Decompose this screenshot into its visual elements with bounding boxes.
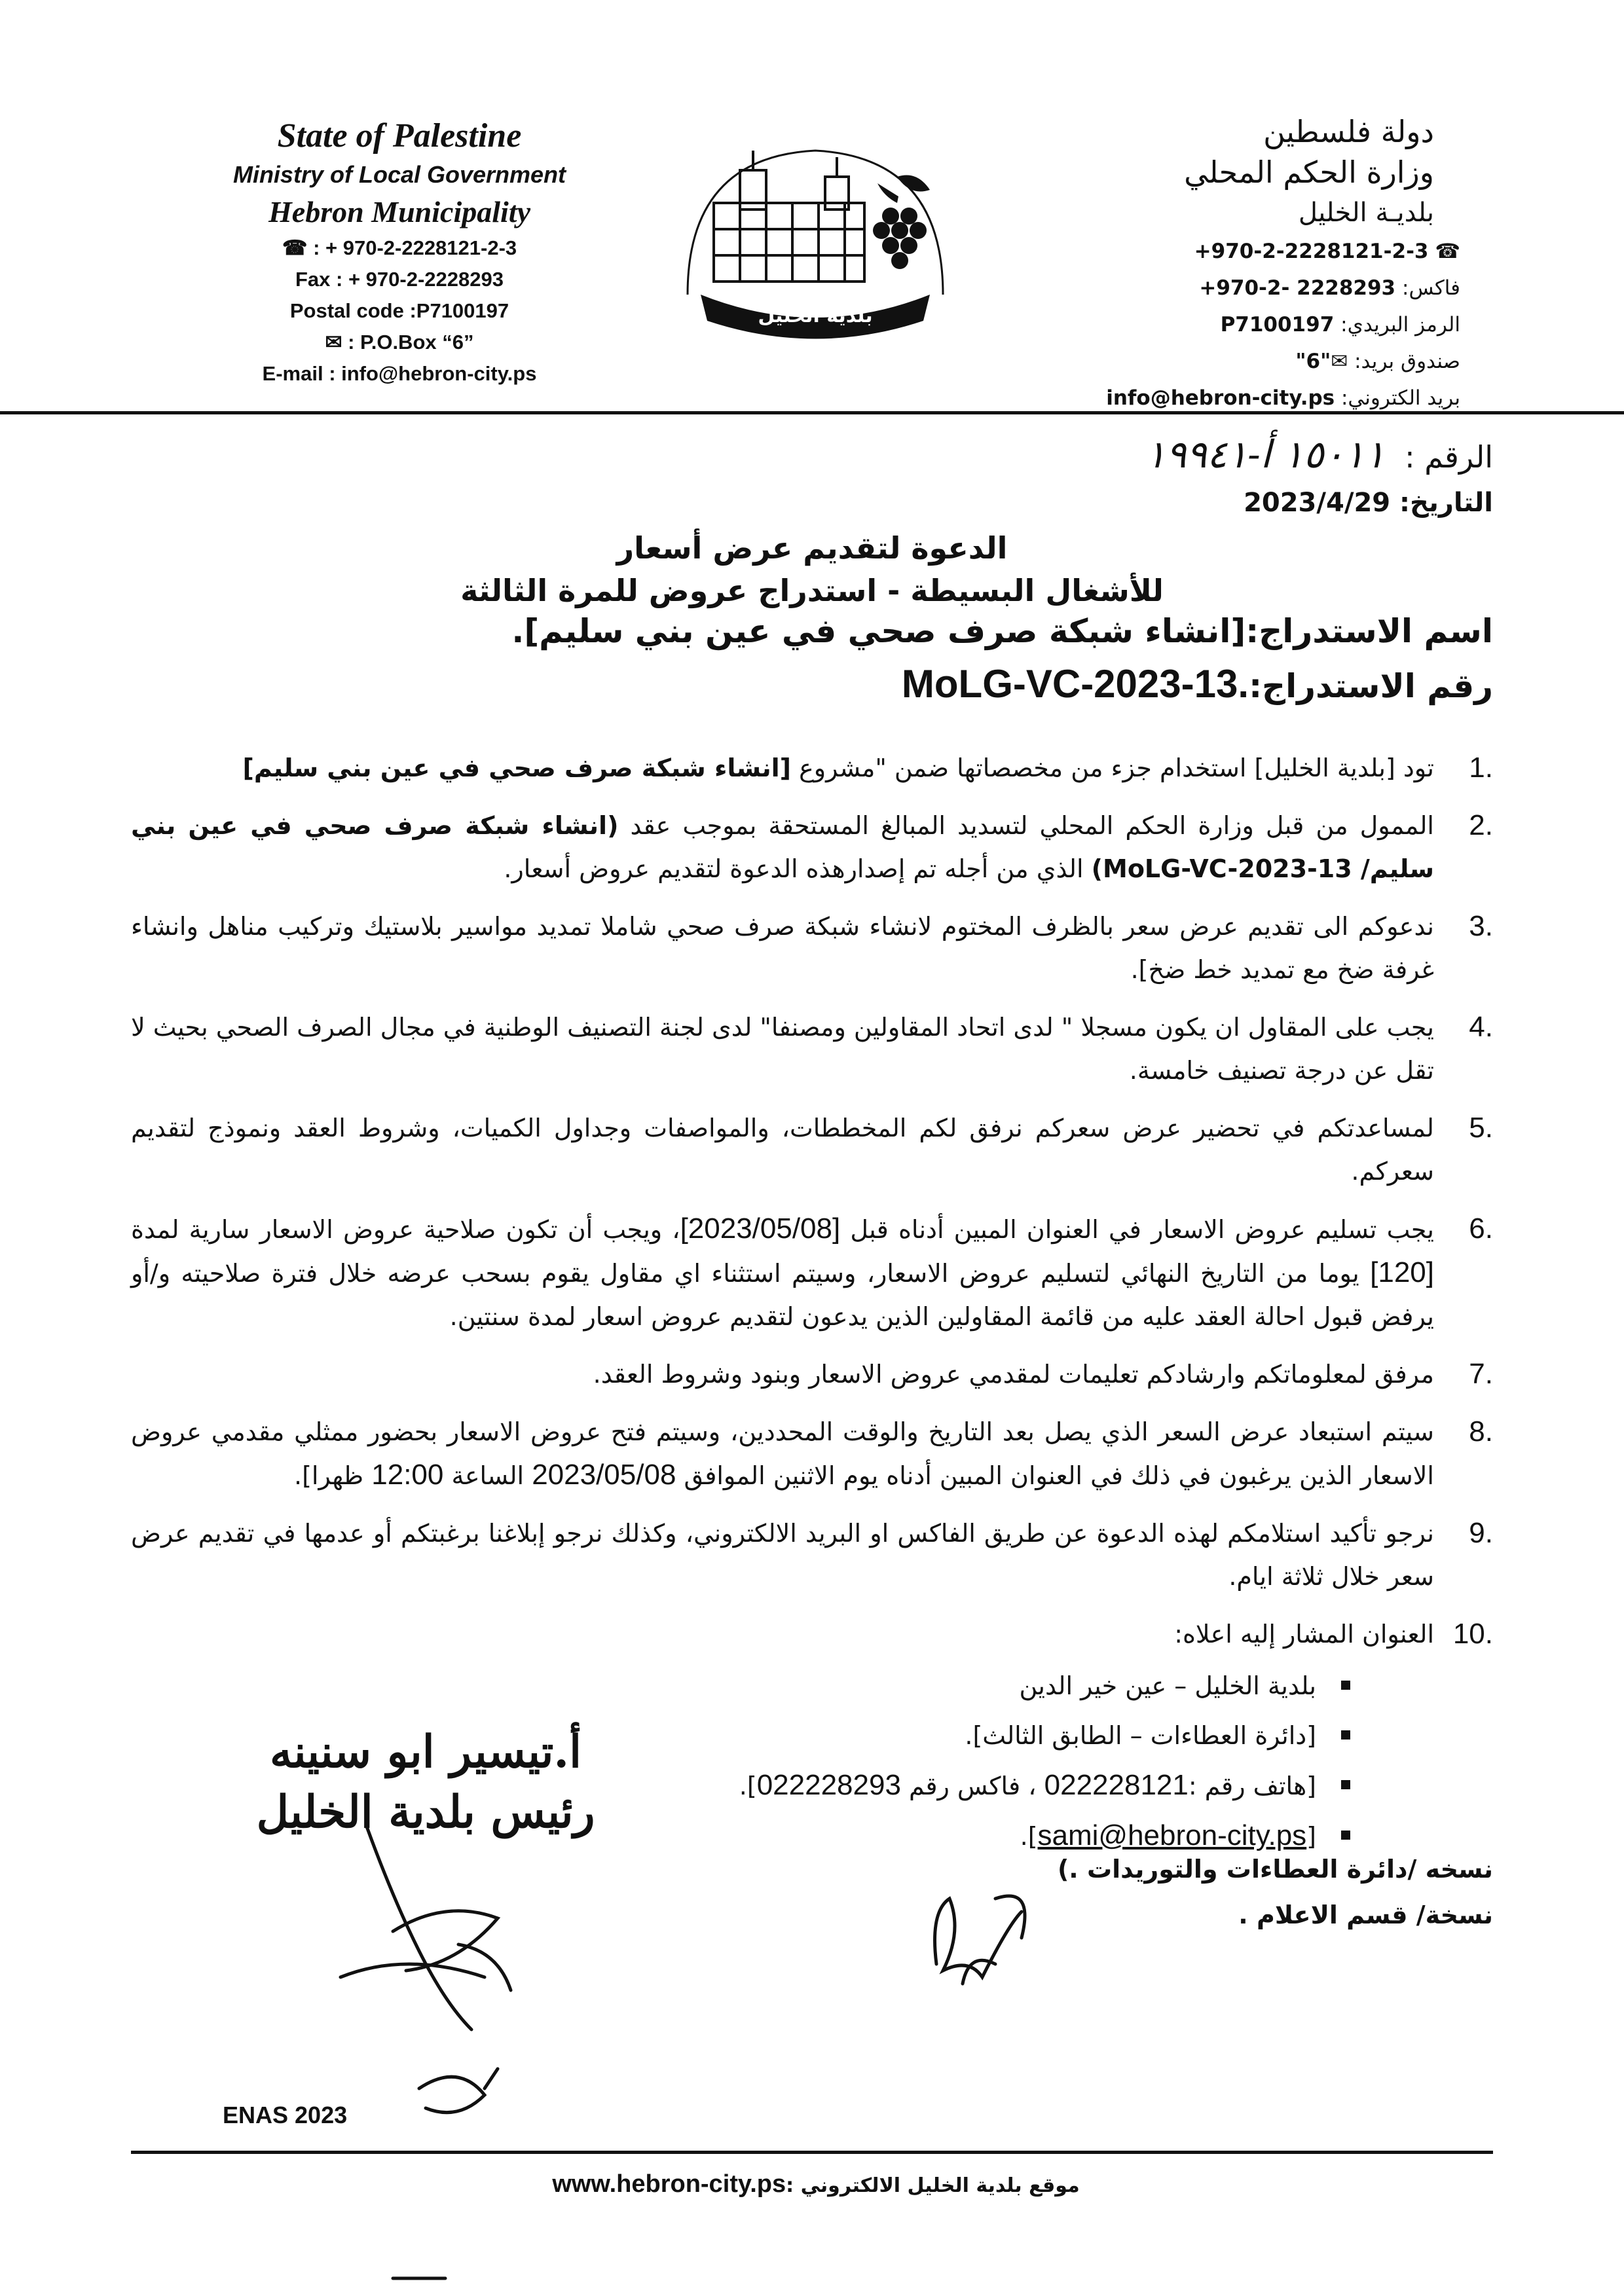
list-item: 1. تود [بلدية الخليل] استخدام جزء من مخصصاتها ضمن "مشروع [انشاء شبكة صرف صحي في عين بني سليم] — [242, 752, 1493, 784]
municipality-name-en: Hebron Municipality — [268, 195, 530, 228]
fax-en: Fax : + 970-2-2228293 — [295, 268, 504, 291]
address-line: بلدية الخليل – عين خير الدين — [131, 1661, 1316, 1711]
phone-icon: ☎ — [1435, 240, 1460, 263]
list-item: 3. ندعوكم الى تقديم عرض سعر بالظرف المختوم لانشاء شبكة صرف صحي شاملا تمديد مواسير بلاستيك وتركيب مناهل وانشاء غرفة ضخ مع تمديد خط ضخ]. — [131, 910, 1493, 984]
reference-number-value: ١٥٠١١ أ-١٩٩٤١ — [1145, 432, 1386, 477]
copy-line: نسخه /دائرة العطاءات والتوريدات .) — [1057, 1855, 1493, 1884]
logo-banner-text: بلدية الخليل — [758, 304, 873, 327]
list-item: 10. العنوان المشار إليه اعلاه: بلدية الخليل – عين خير الدين [دائرة العطاءات – الطابق الثالث]. [هاتف رقم :022228121 ، فاكس رقم 022228293]. [sami@hebron-city.ps]. — [131, 1613, 1493, 1861]
reference-date-value: 2023/4/29 — [1244, 488, 1391, 518]
signatory-name: أ.تيسير ابو سنينه — [270, 1726, 581, 1778]
ministry-name-ar: وزارة الحكم المحلي — [1184, 155, 1434, 190]
signatory-title: رئيس بلدية الخليل — [256, 1786, 595, 1838]
reference-date: التاريخ: 2023/4/29 — [1244, 488, 1493, 518]
state-name-ar: دولة فلسطين — [1263, 114, 1434, 149]
rfq-name: اسم الاستدراج:[انشاء شبكة صرف صحي في عين بني سليم]. — [511, 612, 1493, 650]
address-line: [دائرة العطاءات – الطابق الثالث]. — [131, 1711, 1316, 1760]
items-list — [131, 746, 1493, 1876]
header-arabic — [989, 111, 1460, 416]
copies-to — [1058, 1846, 1493, 1938]
postal-code-en: Postal code :P7100197 — [289, 299, 509, 322]
email-en: E-mail : info@hebron-city.ps — [262, 362, 537, 385]
header-divider — [0, 411, 1624, 414]
state-name-en: State of Palestine — [277, 117, 522, 155]
footer-divider — [131, 2151, 1493, 2154]
rfq-name-value: [انشاء شبكة صرف صحي في عين بني سليم]. — [511, 612, 1246, 650]
address-line: [هاتف رقم :022228121 ، فاكس رقم 022228293]. — [131, 1760, 1316, 1811]
reference-number: الرقم :١٥٠١١ أ-١٩٩٤١ — [1145, 432, 1493, 477]
document-title: الدعوة لتقديم عرض أسعار — [616, 530, 1008, 566]
footer-website: www.hebron-city.ps — [552, 2170, 786, 2198]
rfq-number-value: MoLG-VC-2023-13. — [901, 662, 1249, 706]
list-item: 7. مرفق لمعلوماتكم وارشادكم تعليمات لمقدمي عروض الاسعار وبنود وشروط العقد. — [593, 1358, 1493, 1390]
document-subtitle: للأشغال البسيطة - استدراج عروض للمرة الثالثة — [460, 573, 1164, 608]
contact-email: sami@hebron-city.ps — [1037, 1819, 1307, 1851]
typist-initials: ENAS 2023 — [223, 2102, 348, 2128]
po-box-en: ✉ : P.O.Box “6” — [325, 331, 474, 354]
list-item: 8. سيتم استبعاد عرض السعر الذي يصل بعد التاريخ والوقت المحددين، وسيتم فتح عروض الاسعار بحضور ممثلي مقدمي عروض الاسعار الذين يرغبون في ذلك في العنوان المبين أدناه يوم الاثنين الموافق 2023/05/08 الساعة 12:00 ظهرا]. — [131, 1415, 1493, 1491]
municipality-emblem-icon — [661, 131, 969, 340]
address-line: [sami@hebron-city.ps]. — [131, 1811, 1316, 1861]
header-english — [164, 115, 635, 390]
ministry-name-en: Ministry of Local Government — [232, 161, 566, 188]
rfq-number: رقم الاستدراج:MoLG-VC-2023-13. — [901, 662, 1493, 706]
po-box-ar: صندوق بريد: "6"✉ — [1295, 350, 1460, 373]
fax-ar: فاكس: +970-2- 2228293 — [1199, 276, 1460, 300]
list-item: 4. يجب على المقاول ان يكون مسجلا " لدى اتحاد المقاولين ومصنفا" لدى لجنة التصنيف الوطنية في مجال الصرف الصحي بحيث لا تقل عن درجة تصنيف خامسة. — [131, 1011, 1493, 1085]
footer-label: موقع بلدية الخليل الالكتروني : — [786, 2174, 1080, 2197]
list-item: 5. لمساعدتكم في تحضير عرض سعركم نرفق لكم المخططات، والمواصفات وجداول الكميات، وشروط العقد ونموذج لتقديم سعركم. — [131, 1112, 1493, 1186]
list-item: 6. يجب تسليم عروض الاسعار في العنوان المبين أدناه قبل [2023/05/08]، ويجب أن تكون صلاحية عروض الاسعار سارية لمدة [120] يوما من التاريخ النهائي لتسليم عروض الاسعار، وسيتم استثناء اي مقاول يقوم بسحب عرضه خلال فترة صلاحيته و/أو يرفض قبول احالة العقد عليه من قائمة المقاولين الذين يدعون لتقديم عروض اسعار لمدة سنتين. — [131, 1212, 1493, 1331]
municipality-name-ar: بلديـة الخليل — [1298, 198, 1434, 228]
postal-code-ar: الرمز البريدي: P7100197 — [1220, 313, 1460, 337]
phone-ar: ☎ +970-2-2228121-2-3 — [1194, 240, 1460, 263]
phone-en: ☎ : + 970-2-2228121-2-3 — [282, 236, 517, 259]
email-ar: بريد الكتروني: info@hebron-city.ps — [1106, 386, 1460, 410]
copy-line: نسخة/ قسم الاعلام . — [1238, 1901, 1493, 1929]
signatory — [190, 1722, 661, 1842]
list-item: 2. الممول من قبل وزارة الحكم المحلي لتسديد المبالغ المستحقة بموجب عقد (انشاء شبكة صرف صحي في عين بني سليم/ MoLG-VC-2023-13) الذي من أجله تم إصدارهذه الدعوة لتقديم عروض أسعار. — [131, 809, 1493, 883]
footer — [0, 2170, 1624, 2198]
list-item: 9. نرجو تأكيد استلامكم لهذه الدعوة عن طريق الفاكس او البريد الالكتروني، وكذلك نرجو إبلاغنا برغبتكم أو عدمها في تقديم عرض سعر خلال ثلاثة ايام. — [131, 1517, 1493, 1591]
